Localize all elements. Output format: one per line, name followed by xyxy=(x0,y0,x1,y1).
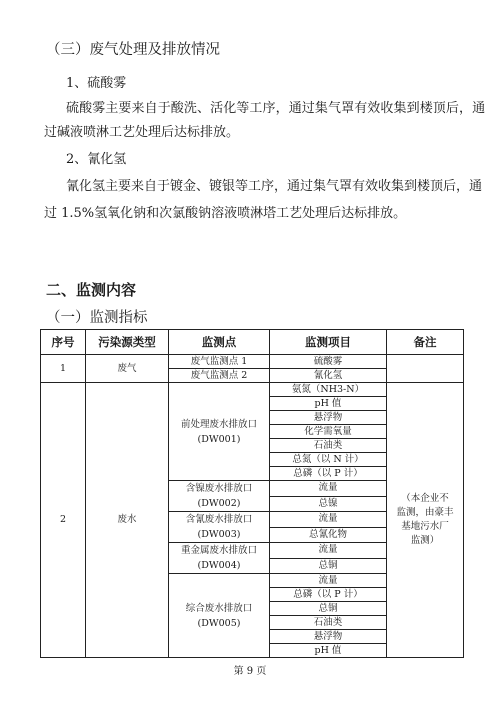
monitoring-point-group xyxy=(169,543,270,574)
monitoring-point: 废气监测点 2 xyxy=(169,369,270,383)
monitoring-item: 流量 xyxy=(270,574,387,588)
monitoring-item: 悬浮物 xyxy=(270,411,387,425)
point-code: (DW001) xyxy=(197,433,241,445)
monitoring-item: 总氰化物 xyxy=(270,527,387,543)
remark-cell xyxy=(387,355,464,383)
point-name: 重金属废水排放口 xyxy=(180,545,257,556)
header-cell: 监测项目 xyxy=(270,330,387,355)
monitoring-item: 总铜 xyxy=(270,558,387,574)
table-header-row xyxy=(41,330,464,355)
header-cell: 监测点 xyxy=(169,330,270,355)
monitoring-point-group xyxy=(169,574,270,658)
monitoring-item: 流量 xyxy=(270,512,387,528)
subheading-hydrogen-cyanide: 2、氰化氢 xyxy=(66,152,127,167)
monitoring-item: 流量 xyxy=(270,481,387,497)
section-heading-monitoring: 二、监测内容 xyxy=(46,281,137,299)
monitoring-item: 硫酸雾 xyxy=(270,355,387,369)
point-name: 综合废水排放口 xyxy=(185,602,253,614)
monitoring-item: 石油类 xyxy=(270,439,387,453)
point-name: 含氰废水排放口 xyxy=(185,514,253,525)
point-code: (DW005) xyxy=(197,617,241,629)
row-number: 1 xyxy=(41,355,86,383)
table-row xyxy=(41,355,464,369)
monitoring-item: 化学需氧量 xyxy=(270,425,387,439)
monitoring-item: 悬浮物 xyxy=(270,630,387,644)
point-name: 前处理废水排放口 xyxy=(180,418,257,430)
point-code: (DW004) xyxy=(197,560,241,571)
paragraph-sulfuric-acid-line1: 硫酸雾主要来自于酸洗、活化等工序，通过集气罩有效收集到楼顶后，通 xyxy=(66,101,486,116)
subheading-sulfuric-acid-mist: 1、硫酸雾 xyxy=(66,76,127,91)
monitoring-item: 石油类 xyxy=(270,616,387,630)
point-code: (DW002) xyxy=(197,498,241,509)
point-name: 含镍废水排放口 xyxy=(185,483,253,494)
paragraph-cyanide-line1: 氰化氢主要来自于镀金、镀银等工序，通过集气罩有效收集到楼顶后，通 xyxy=(66,179,483,194)
monitoring-item: 总磷（以 P 计） xyxy=(270,588,387,602)
header-cell: 污染源类型 xyxy=(86,330,169,355)
monitoring-table xyxy=(40,329,464,658)
section-heading-exhaust: （三）废气处理及排放情况 xyxy=(46,42,220,58)
monitoring-item: 总磷（以 P 计） xyxy=(270,467,387,481)
monitoring-item: pH 值 xyxy=(270,644,387,658)
monitoring-item: 氨氮（NH3-N） xyxy=(270,383,387,397)
monitoring-item: 总镍 xyxy=(270,496,387,512)
monitoring-point: 废气监测点 1 xyxy=(169,355,270,369)
monitoring-item: pH 值 xyxy=(270,397,387,411)
monitoring-point-group xyxy=(169,383,270,481)
header-cell: 备注 xyxy=(387,330,464,355)
paragraph-cyanide-line2: 过 1.5%氢氧化钠和次氯酸钠溶液喷淋塔工艺处理后达标排放。 xyxy=(44,206,407,221)
monitoring-item: 氰化氢 xyxy=(270,369,387,383)
page-number: 第 9 页 xyxy=(233,666,267,677)
row-number: 2 xyxy=(41,383,86,658)
table-row xyxy=(41,383,464,397)
monitoring-item: 总氮（以 N 计） xyxy=(270,453,387,467)
header-cell: 序号 xyxy=(41,330,86,355)
monitoring-point-group xyxy=(169,481,270,512)
source-type: 废水 xyxy=(86,383,169,658)
source-type: 废气 xyxy=(86,355,169,383)
remark-note: （本企业不 监测，由豪丰 基地污水厂 监测） xyxy=(387,383,464,658)
paragraph-sulfuric-acid-line2: 过碱液喷淋工艺处理后达标排放。 xyxy=(44,125,240,140)
monitoring-item: 流量 xyxy=(270,543,387,559)
monitoring-item: 总铜 xyxy=(270,602,387,616)
point-code: (DW003) xyxy=(197,529,241,540)
subsection-heading-indicators: （一）监测指标 xyxy=(46,310,148,326)
monitoring-point-group xyxy=(169,512,270,543)
